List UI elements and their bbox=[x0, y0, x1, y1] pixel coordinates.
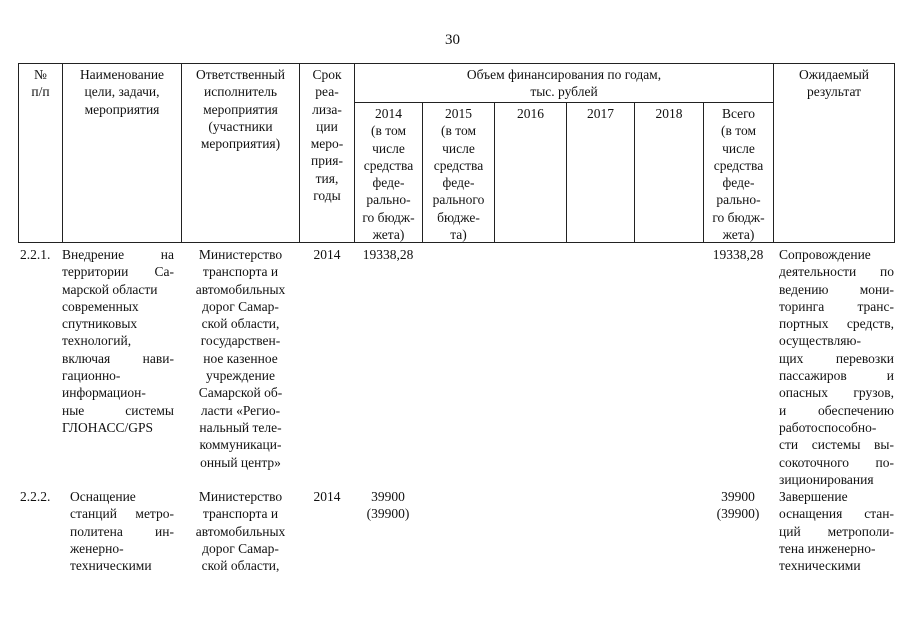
row-result: Завершение оснащения стан- ций метрополи- тена инженерно- техническими bbox=[779, 489, 894, 574]
funding-subheader-line bbox=[354, 102, 773, 103]
row-number: 2.2.2. bbox=[20, 489, 51, 504]
row-term: 2014 bbox=[313, 489, 341, 504]
header-executor: Ответственный исполнитель мероприятия (участники мероприятия) bbox=[196, 67, 285, 152]
row-value-total: 19338,28 bbox=[712, 247, 764, 262]
row-number: 2.2.1. bbox=[20, 247, 51, 262]
table-top-border bbox=[18, 63, 894, 64]
header-year-2015: 2015 (в том числе средства феде- рального бюдже- та) bbox=[432, 106, 485, 243]
row-value-total: 39900 (39900) bbox=[716, 489, 760, 522]
header-term: Срок реа- лиза- ции меро- прия- тия, годы bbox=[310, 67, 344, 204]
row-executor: Министерство транспорта и автомобильных дорог Самар- ской области, государствен- ное казенное учреждение Самарской об- ласти «Регио- нальный теле- коммуникаци- онный центр» bbox=[195, 247, 286, 470]
row-term: 2014 bbox=[313, 247, 341, 262]
row-name: Внедрение на территории Са- марской области современных спутниковых технологий, включая нави- гационно- информацион- ные системы ГЛОНАСС/GPS bbox=[62, 247, 174, 435]
header-year-2018: 2018 bbox=[655, 106, 683, 121]
row-value-2014: 39900 (39900) bbox=[366, 489, 410, 522]
col-border-7 bbox=[566, 102, 567, 243]
col-border-8 bbox=[634, 102, 635, 243]
header-year-2017: 2017 bbox=[587, 106, 614, 121]
header-result: Ожидаемый результат bbox=[799, 67, 869, 100]
row-executor: Министерство транспорта и автомобильных дорог Самар- ской области, bbox=[195, 489, 286, 574]
row-result: Сопровождение деятельности по ведению мони- торинга транс- портных средств, осуществляю- щих перевозки пассажиров и опасных грузов, и обеспечению работоспособно- сти системы вы- сокоточного по- зиционирования bbox=[779, 247, 894, 487]
col-border-11 bbox=[894, 63, 895, 243]
header-funding: Объем финансирования по годам, тыс. рублей bbox=[466, 67, 662, 100]
header-name: Наименование цели, задачи, мероприятия bbox=[79, 67, 165, 117]
header-number: № п/п bbox=[31, 67, 50, 100]
header-year-2016: 2016 bbox=[517, 106, 544, 121]
row-value-2014: 19338,28 bbox=[362, 247, 414, 262]
header-year-2014: 2014 (в том числе средства феде- рально- го бюдж- жета) bbox=[362, 106, 415, 243]
col-border-6 bbox=[494, 102, 495, 243]
row-name: Оснащение станций метро- политена ин- женерно- техническими bbox=[70, 489, 174, 574]
header-total: Всего (в том числе средства феде- рально- го бюдж- жета) bbox=[712, 106, 765, 243]
page-number: 30 bbox=[445, 32, 460, 48]
